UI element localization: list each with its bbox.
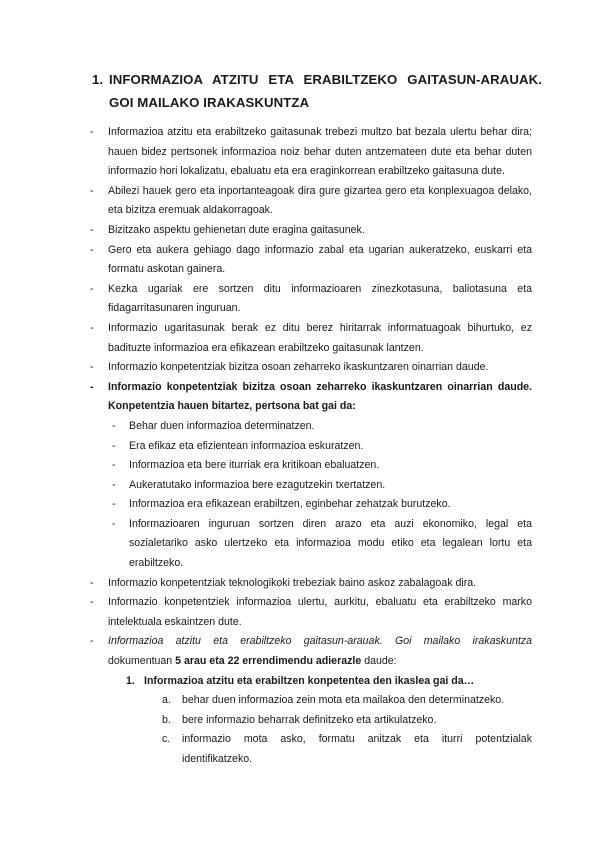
heading-number: 1. [92,72,104,87]
heading-line-2: GOI MAILAKO IRAKASKUNTZA [109,95,310,110]
list-item: - Kezka ugariak ere sortzen ditu informazioaren zinezkotasuna, baliotasuna eta fidagarritasunaren inguruan. [90,282,532,315]
section-heading [92,68,542,114]
list-item-document-reference: - Informazioa atzitu eta erabiltzeko gaitasun-arauak. Goi mailako irakaskuntza dokumentuan 5 arau eta 22 errendimendu adierazle daude: [90,635,532,668]
list-item-bold: - Informazio konpetentziak bizitza osoan zeharreko ikaskuntzaren oinarrian daude. Konpetentzia hauen bitartez, pertsona bat gai da: [90,380,532,413]
bullet-list [90,123,532,770]
list-item: - Bizitzako aspektu gehienetan dute eragina gaitasunek. [90,223,365,236]
sub-list-item: - Informazioa era efikazean erabiltzen, eginbehar zehatzak burutzeko. [112,498,451,511]
list-item: - Informazio ugaritasunak berak ez ditu berez hiritarrak informatuagoak bihurtuko, ez badituzte informazioa era efikazean erabiltzeko gaitasunak lantzen. [90,321,532,354]
sub-list-item: - Informazioa eta bere iturriak era kritikoan ebaluatzen. [112,459,380,472]
lettered-item: c. informazio mota asko, formatu anitzak eta iturri potentzialak identifikatzeko. [162,733,532,765]
sub-list-item: - Aukeratutako informazioa bere ezagutzekin txertatzen. [112,478,386,491]
list-item: - Gero eta aukera gehiago dago informazio zabal eta ugarian aukeratzeko, euskarri eta formatu askotan gainera. [90,243,532,276]
sub-list-item: - Era efikaz eta efizientean informazioa eskuratzen. [112,439,364,452]
list-item: - Informazio konpetentziak teknologikoki trebeziak baino askoz zabalagoak dira. [90,576,477,589]
sub-list-item: - Behar duen informazioa determinatzen. [112,419,315,432]
lettered-item: b. bere informazio beharrak definitzeko eta artikulatzeko. [162,713,437,726]
list-item: - Informazio konpetentziak bizitza osoan zeharreko ikaskuntzaren oinarrian daude. [90,361,489,374]
list-item: - Informazioa atzitu eta erabiltzeko gaitasunak trebezi multzo bat bezala ulertu behar dira; hauen bidez pertsonek informazioa noiz behar duten antzemateen dute eta behar duten informazio hori lokalizatu, ebaluatu eta era eraginkorrean erabiltzeko gaitasuna dute. [90,126,532,178]
list-item: - Abilezi hauek gero eta inportanteagoak dira gure gizartea gero eta konplexuagoa delako, eta bizitza eremuak aldakorragoak. [90,184,532,217]
sub-list-item: - Informazioaren inguruan sortzen diren arazo eta auzi ekonomiko, legal eta sozialetariko asko ulertzeko eta informazioa modu etiko eta legalean lortu eta erabiltzeko. [112,517,532,570]
document-title: Informazioa atzitu eta erabiltzeko gaitasun-arauak. Goi mailako irakaskuntza [108,635,532,648]
numbered-item: 1. Informazioa atzitu eta erabiltzen konpetentea den ikaslea gai da… [126,674,475,687]
lettered-item: a. behar duen informazioa zein mota eta mailakoa den determinatzeko. [162,694,505,707]
heading-line-1: INFORMAZIOA ATZITU ETA ERABILTZEKO GAITASUN-ARAUAK. [109,72,542,87]
list-item: - Informazio konpetentziek informazioa ulertu, aurkitu, ebaluatu eta erabiltzeko marko intelektuala eskaintzen dute. [90,596,532,628]
